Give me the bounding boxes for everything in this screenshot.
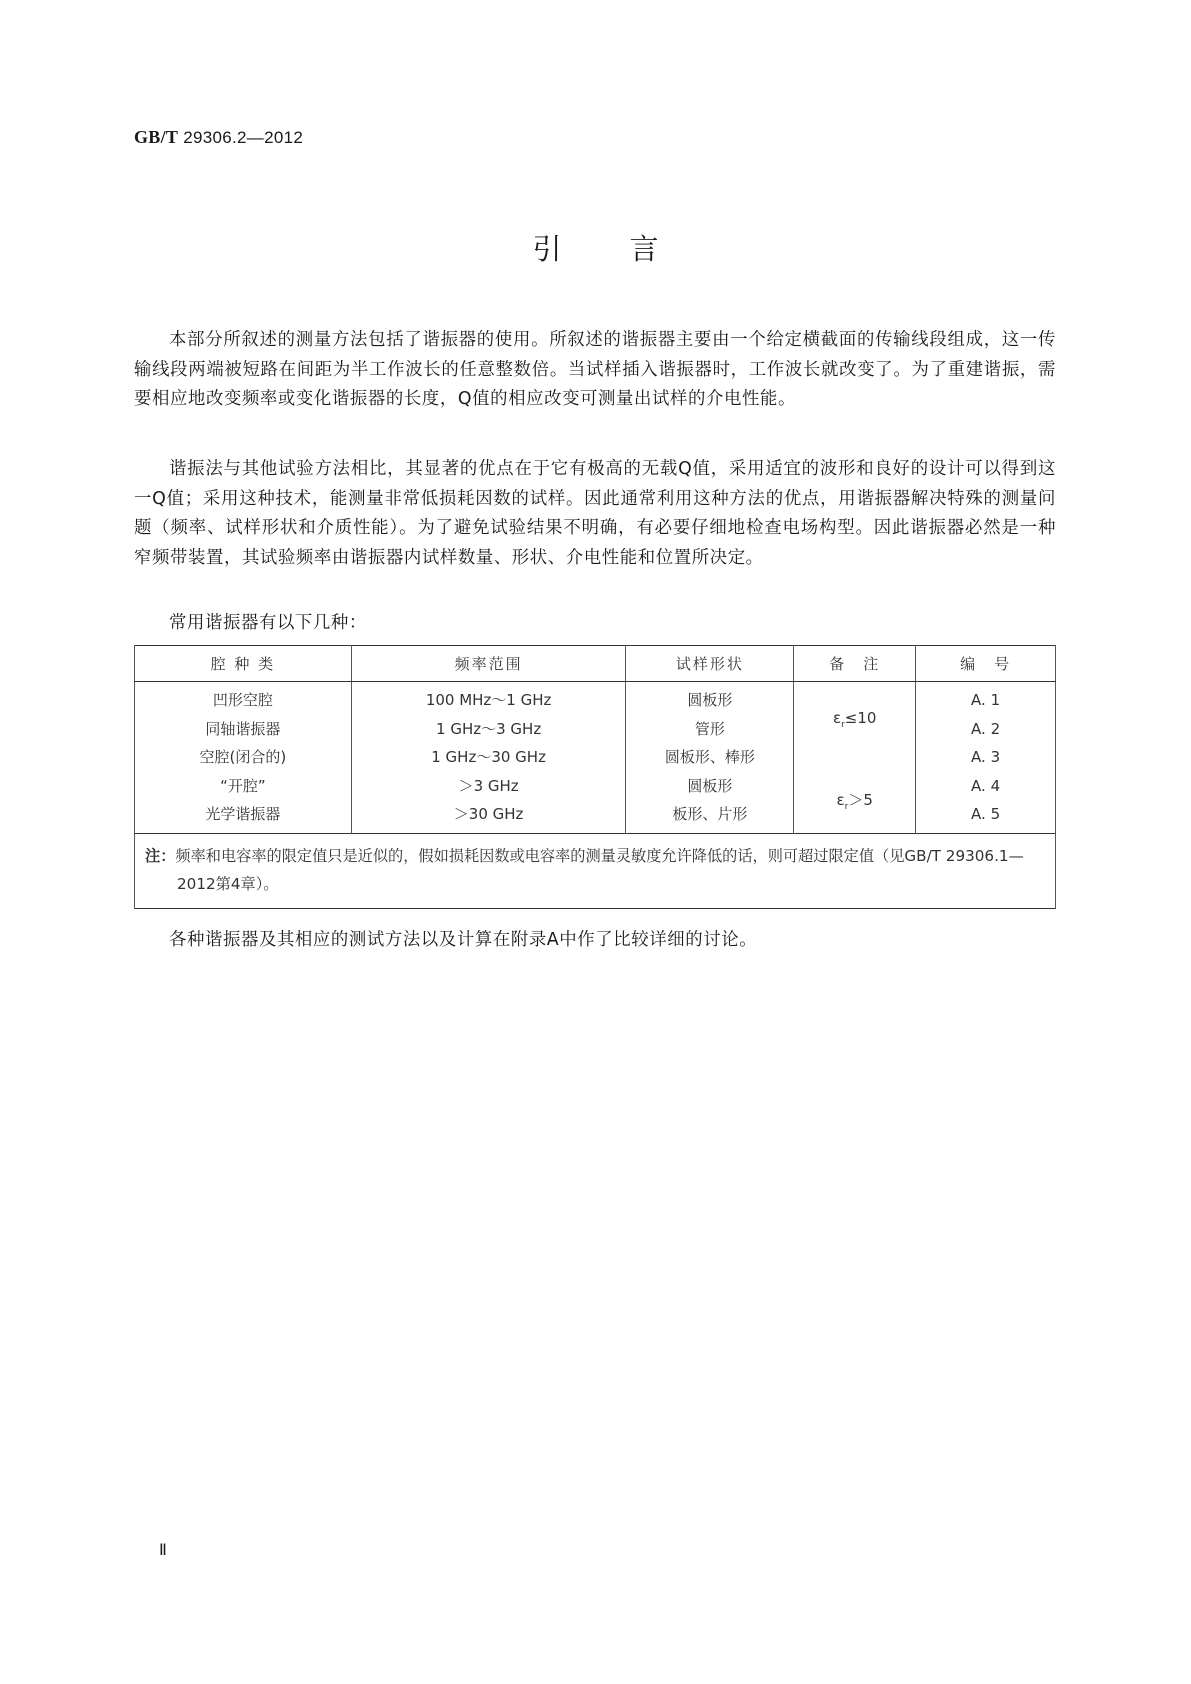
table-cell: A. 4 — [971, 776, 1001, 795]
remark-epsilon-le-10: $\varepsilon_r\le 10$ — [832, 709, 877, 730]
number-column — [916, 682, 1056, 834]
table-cell: 空腔(闭合的) — [199, 748, 287, 767]
table-cell: “开腔” — [220, 776, 266, 795]
cavity-type-column — [135, 682, 352, 834]
header-cavity-type: 腔 种 类 — [135, 646, 352, 682]
standard-code — [134, 127, 303, 148]
table-cell: 1 GHz～3 GHz — [436, 719, 542, 738]
title-char-2: 言 — [629, 232, 659, 266]
sample-shape-column — [626, 682, 794, 834]
table-note-row — [135, 834, 1056, 909]
resonator-table — [134, 645, 1056, 909]
remarks-column — [794, 682, 916, 834]
note-text: 频率和电容率的限定值只是近似的，假如损耗因数或电容率的测量灵敏度允许降低的话，则可超过限定值（见GB/T 29306.1—2012第4章）。 — [175, 847, 1024, 893]
header-frequency-range: 频率范围 — [351, 646, 626, 682]
paragraph-4: 各种谐振器及其相应的测试方法以及计算在附录A中作了比较详细的讨论。 — [169, 930, 758, 950]
table-cell: ＞3 GHz — [458, 776, 519, 795]
standard-prefix: GB/T — [134, 127, 179, 147]
table-header-row — [135, 646, 1056, 682]
table-cell: 光学谐振器 — [205, 805, 281, 824]
table-cell: 管形 — [694, 719, 725, 738]
table-cell: 圆板形 — [687, 691, 733, 709]
table-cell: 凹形空腔 — [212, 691, 273, 709]
note-label: 注： — [145, 847, 176, 865]
epsilon-symbol: ε — [836, 791, 845, 809]
table-cell: 圆板形、棒形 — [664, 748, 755, 767]
frequency-column — [351, 682, 626, 834]
page-number: Ⅱ — [159, 1542, 167, 1559]
table-cell: ＞30 GHz — [453, 805, 524, 824]
table-cell: 1 GHz～30 GHz — [431, 748, 546, 767]
page-title — [0, 227, 1191, 268]
table-cell: A. 2 — [971, 719, 1001, 738]
title-char-1: 引 — [532, 232, 562, 266]
table-cell: 100 MHz～1 GHz — [425, 691, 552, 709]
table-cell: A. 3 — [971, 748, 1001, 767]
remark-epsilon-gt-5: $\varepsilon_r>5$ — [836, 791, 873, 812]
table-cell: 板形、片形 — [672, 805, 748, 824]
table-cell: A. 5 — [971, 805, 1001, 824]
paragraph-1: 本部分所叙述的测量方法包括了谐振器的使用。所叙述的谐振器主要由一个给定横截面的传输线段组成，这一传输线段两端被短路在间距为半工作波长的任意整数倍。当试样插入谐振器时，工作波长就改变了。为了重建谐振，需要相应地改变频率或变化谐振器的长度，Q值的相应改变可测量出试样的介电性能。 — [134, 330, 1056, 409]
epsilon-symbol: ε — [832, 709, 842, 727]
table-cell: 同轴谐振器 — [205, 719, 281, 738]
header-number: 编 号 — [916, 646, 1056, 682]
table-body-row — [135, 682, 1056, 834]
table-note — [135, 834, 1056, 909]
paragraph-2: 谐振法与其他试验方法相比，其显著的优点在于它有极高的无载Q值，采用适宜的波形和良好的设计可以得到这一Q值；采用这种技术，能测量非常低损耗因数的试样。因此通常利用这种方法的优点，用谐振器解决特殊的测量问题（频率、试样形状和介质性能）。为了避免试验结果不明确，有必要仔细地检查电场构型。因此谐振器必然是一种窄频带装置，其试验频率由谐振器内试样数量、形状、介电性能和位置所决定。 — [134, 459, 1056, 568]
header-remarks: 备 注 — [794, 646, 916, 682]
paragraph-3: 常用谐振器有以下几种： — [169, 613, 367, 633]
standard-number: 29306.2—2012 — [183, 128, 304, 147]
table-cell: 圆板形 — [687, 776, 733, 795]
table-cell: A. 1 — [971, 691, 1001, 709]
header-sample-shape: 试样形状 — [626, 646, 794, 682]
